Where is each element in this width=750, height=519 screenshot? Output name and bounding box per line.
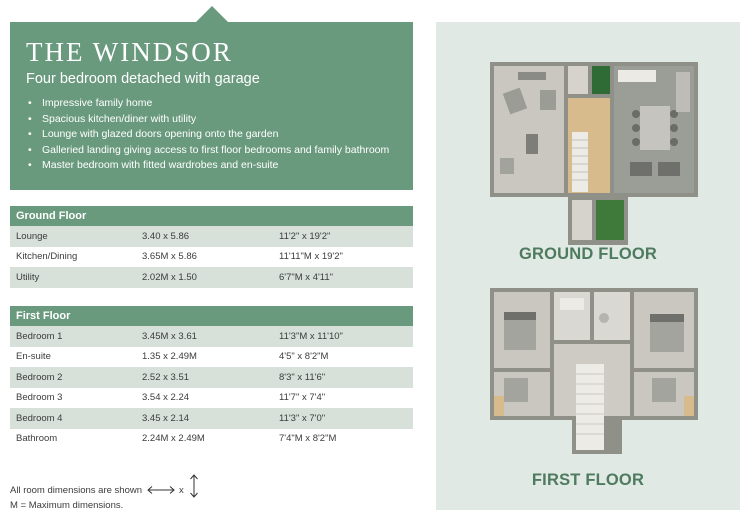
- room-imperial: 11'11"M x 19'2": [279, 251, 343, 263]
- table-row: [10, 367, 413, 388]
- room-metric: 2.52 x 3.51: [142, 371, 190, 383]
- floor-plan-panel: [436, 22, 740, 510]
- ground-floor-table: [10, 206, 413, 288]
- vertical-arrow-icon: [189, 473, 199, 499]
- table-heading: First Floor: [10, 306, 413, 326]
- room-metric: 2.24M x 2.49M: [142, 433, 205, 445]
- dimensions-footnote: [10, 481, 199, 512]
- room-name: Bedroom 2: [16, 371, 63, 383]
- feature-list: [26, 96, 397, 174]
- room-imperial: 11'3" x 7'0": [279, 412, 326, 424]
- room-name: Bathroom: [16, 433, 58, 445]
- room-name: Bedroom 1: [16, 330, 63, 342]
- first-floor-table: [10, 306, 413, 449]
- room-imperial: 8'3" x 11'6": [279, 371, 326, 383]
- footnote-text: All room dimensions are shown: [10, 484, 143, 496]
- house-subtitle: Four bedroom detached with garage: [26, 71, 260, 87]
- ground-floor-label: GROUND FLOOR: [518, 245, 658, 263]
- first-floor-plan: [490, 288, 698, 454]
- table-row: [10, 247, 413, 268]
- room-metric: 3.54 x 2.24: [142, 392, 190, 404]
- feature-item: • Impressive family home: [26, 96, 397, 112]
- room-name: Bedroom 3: [16, 392, 63, 404]
- feature-item: • Spacious kitchen/diner with utility: [26, 112, 397, 128]
- room-name: En-suite: [16, 351, 51, 363]
- house-title: THE WINDSOR: [26, 37, 233, 67]
- room-name: Bedroom 4: [16, 412, 63, 424]
- horizontal-arrow-icon: [146, 485, 176, 495]
- room-name: Kitchen/Dining: [16, 251, 78, 263]
- room-imperial: 11'7" x 7'4": [279, 392, 326, 404]
- room-name: Lounge: [16, 230, 48, 242]
- table-row: [10, 326, 413, 347]
- room-metric: 3.45M x 3.61: [142, 330, 197, 342]
- room-imperial: 7'4"M x 8'2"M: [279, 433, 337, 445]
- feature-item: • Master bedroom with fitted wardrobes and en-suite: [26, 158, 397, 174]
- feature-item: • Lounge with glazed doors opening onto the garden: [26, 127, 397, 143]
- room-imperial: 11'3"M x 11'10": [279, 330, 343, 342]
- room-metric: 1.35 x 2.49M: [142, 351, 197, 363]
- room-imperial: 11'2" x 19'2": [279, 230, 331, 242]
- table-row: [10, 347, 413, 368]
- table-row: [10, 429, 413, 450]
- table-row: [10, 388, 413, 409]
- footnote-maximum: M = Maximum dimensions.: [10, 500, 124, 511]
- room-imperial: 6'7"M x 4'11": [279, 271, 334, 283]
- first-floor-label: FIRST FLOOR: [531, 471, 645, 489]
- header-panel: [10, 22, 413, 190]
- room-name: Utility: [16, 271, 40, 283]
- table-row: [10, 226, 413, 247]
- header-pointer: [195, 6, 229, 23]
- room-metric: 3.40 x 5.86: [142, 230, 190, 242]
- feature-item: • Galleried landing giving access to first floor bedrooms and family bathroom: [26, 143, 397, 159]
- room-metric: 3.65M x 5.86: [142, 251, 197, 263]
- footnote-times: x: [179, 484, 184, 496]
- room-imperial: 4'5" x 8'2"M: [279, 351, 329, 363]
- room-metric: 3.45 x 2.14: [142, 412, 190, 424]
- table-row: [10, 408, 413, 429]
- room-metric: 2.02M x 1.50: [142, 271, 197, 283]
- table-heading: Ground Floor: [10, 206, 413, 226]
- ground-floor-plan: [490, 62, 698, 245]
- table-row: [10, 267, 413, 288]
